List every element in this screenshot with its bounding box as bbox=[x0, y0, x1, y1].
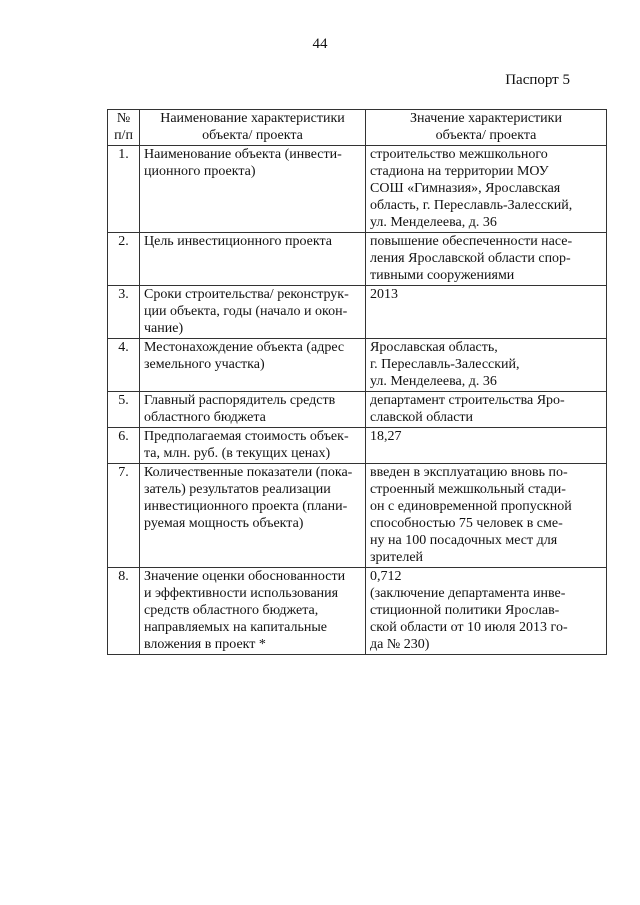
header-characteristic-name: Наименование характеристики объекта/ проекта bbox=[140, 110, 366, 146]
table-row bbox=[108, 146, 607, 233]
row-value: департамент строительства Яро- славской области bbox=[366, 392, 607, 428]
row-value: повышение обеспеченности насе- ления Ярославской области спор- тивными сооружениями bbox=[366, 233, 607, 286]
row-name: Количественные показатели (пока- затель) результатов реализации инвестиционного проекта (плани- руемая мощность объекта) bbox=[140, 464, 366, 568]
row-name: Сроки строительства/ реконструк- ции объекта, годы (начало и окон- чание) bbox=[140, 286, 366, 339]
row-number: 1. bbox=[108, 146, 140, 233]
row-name: Цель инвестиционного проекта bbox=[140, 233, 366, 286]
table-row bbox=[108, 233, 607, 286]
table-header-row bbox=[108, 110, 607, 146]
row-number: 2. bbox=[108, 233, 140, 286]
row-value: строительство межшкольного стадиона на территории МОУ СОШ «Гимназия», Ярославская область, г. Переславль-Залесский, ул. Менделеева, д. 36 bbox=[366, 146, 607, 233]
row-number: 7. bbox=[108, 464, 140, 568]
row-value: Ярославская область, г. Переславль-Залесский, ул. Менделеева, д. 36 bbox=[366, 339, 607, 392]
table-row bbox=[108, 428, 607, 464]
header-characteristic-value: Значение характеристики объекта/ проекта bbox=[366, 110, 607, 146]
row-name: Предполагаемая стоимость объек- та, млн. руб. (в текущих ценах) bbox=[140, 428, 366, 464]
table-row bbox=[108, 286, 607, 339]
row-name: Значение оценки обоснованности и эффективности использования средств областного бюджета, направляемых на капитальные вложения в проект * bbox=[140, 568, 366, 655]
table-row bbox=[108, 339, 607, 392]
row-value: введен в эксплуатацию вновь по- строенный межшкольный стади- он с единовременной пропускной способностью 75 человек в сме- ну на 100 посадочных мест для зрителей bbox=[366, 464, 607, 568]
header-number: № п/п bbox=[108, 110, 140, 146]
row-number: 8. bbox=[108, 568, 140, 655]
table-row bbox=[108, 392, 607, 428]
row-number: 3. bbox=[108, 286, 140, 339]
row-value: 2013 bbox=[366, 286, 607, 339]
table-row bbox=[108, 464, 607, 568]
table-row bbox=[108, 568, 607, 655]
row-number: 5. bbox=[108, 392, 140, 428]
row-number: 4. bbox=[108, 339, 140, 392]
page-number: 44 bbox=[312, 36, 328, 52]
row-number: 6. bbox=[108, 428, 140, 464]
passport-table bbox=[107, 109, 607, 655]
passport-label: Паспорт 5 bbox=[505, 72, 570, 88]
row-value: 0,712 (заключение департамента инве- стиционной политики Ярослав- ской области от 10 июля 2013 го- да № 230) bbox=[366, 568, 607, 655]
row-name: Местонахождение объекта (адрес земельного участка) bbox=[140, 339, 366, 392]
row-name: Главный распорядитель средств областного бюджета bbox=[140, 392, 366, 428]
row-name: Наименование объекта (инвести- ционного проекта) bbox=[140, 146, 366, 233]
row-value: 18,27 bbox=[366, 428, 607, 464]
